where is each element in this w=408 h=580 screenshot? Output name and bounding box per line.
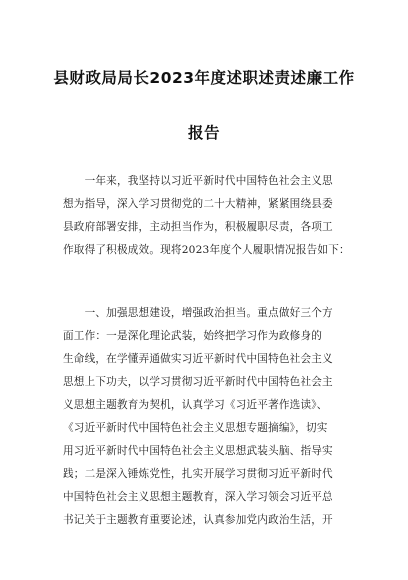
paragraph-intro: [63, 170, 363, 262]
text-line: 一年来，我坚持以习近平新时代中国特色社会主义思: [63, 175, 333, 187]
text-line: 思想上下功夫，以学习贯彻习近平新时代中国特色社会主: [63, 376, 333, 388]
text-line: 用习近平新时代中国特色社会主义思想武装头脑、指导实: [63, 445, 333, 457]
text-line: 县政府部署安排，主动担当作为，积极履职尽责，各项工: [63, 221, 333, 233]
text-line: 《习近平新时代中国特色社会主义思想专题摘编》，切实: [63, 422, 328, 434]
text-line: 践；二是深入锤炼党性，扎实开展学习贯彻习近平新时代: [63, 468, 333, 480]
text-line: 生命线，在学懂弄通做实习近平新时代中国特色社会主义: [63, 353, 333, 365]
text-line: 面工作：一是深化理论武装，始终把学习作为政修身的: [63, 330, 323, 342]
text-line: 想为指导，深入学习贯彻党的二十大精神，紧紧围绕县委: [63, 198, 333, 210]
paragraph-section-1: [63, 302, 363, 532]
text-line: 义思想主题教育为契机，认真学习《习近平著作选读》、: [63, 399, 328, 411]
document-title-line-1: 县财政局局长2023年度述职述责述廉工作: [53, 69, 355, 87]
text-line: 一、加强思想建设，增强政治担当。重点做好三个方: [63, 307, 333, 319]
document-title-line-2: 报告: [187, 124, 220, 142]
text-line: 中国特色社会主义思想主题教育，深入学习领会习近平总: [63, 491, 333, 503]
text-line: 作取得了积极成效。现将2023年度个人履职情况报告如下：: [63, 244, 350, 256]
text-line: 书记关于主题教育重要论述，认真参加党内政治生活，开: [63, 514, 333, 526]
